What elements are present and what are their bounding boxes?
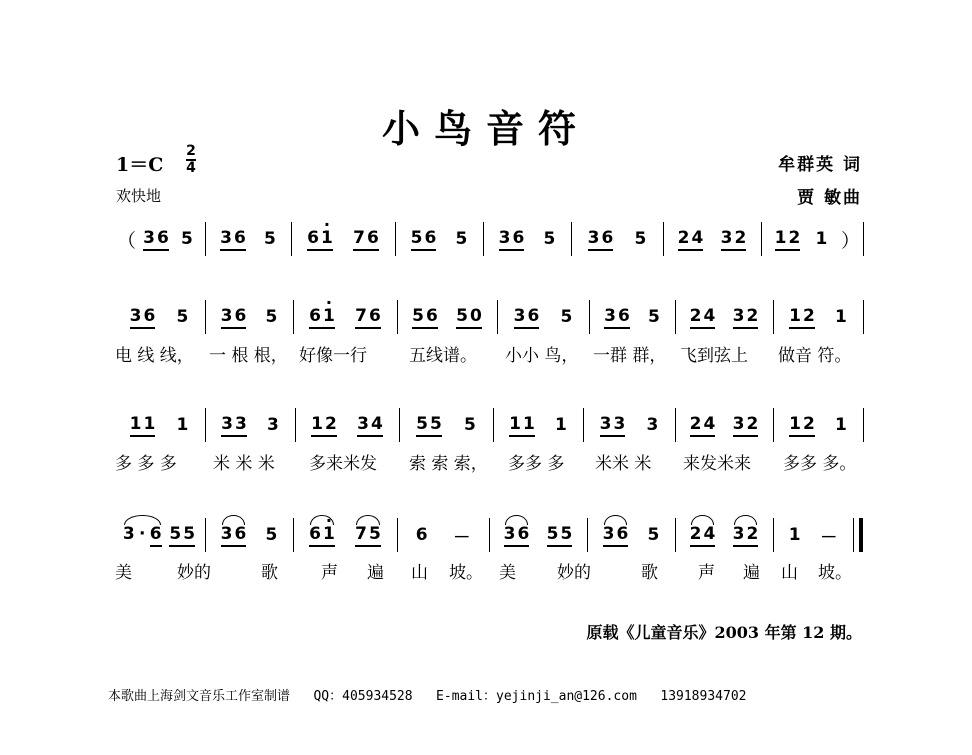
lyric: 多 多 多 xyxy=(115,454,177,474)
intro-bar-5: 3 6 5 xyxy=(498,227,556,249)
lyric: 坡。 xyxy=(449,563,483,583)
intro-bar-4: 5 6 5 xyxy=(410,227,468,249)
line3-bar-7: 2 4 3 2 xyxy=(675,518,773,552)
staff-line-2 xyxy=(113,408,868,442)
lyric: 美 xyxy=(499,563,516,583)
lyric: 飞到弦上 xyxy=(680,346,748,366)
composer-credit: 贾 敏曲 xyxy=(797,188,862,208)
lyric: 歌 xyxy=(641,563,658,583)
lyric: 小小 鸟， xyxy=(505,346,579,366)
line1-bar-1: 3 6 5 xyxy=(129,305,189,327)
line2-bar-8: 1 2 1 xyxy=(789,413,847,435)
intro-bar-8: 1 2 1 xyxy=(774,227,828,249)
lyric: 歌 xyxy=(261,563,278,583)
lyric: 坡。 xyxy=(818,563,852,583)
line3-bar-8: 1 － xyxy=(788,525,838,548)
lyric: 五线谱。 xyxy=(409,346,477,366)
lyric: 一 根 根， xyxy=(209,346,288,366)
line3-bar-1: 3 · 6 5 5 xyxy=(113,518,205,552)
line2-bar-6: 3 3 3 xyxy=(599,413,659,435)
lyric: 多多 多 xyxy=(508,454,565,474)
line1-bar-8: 1 2 1 xyxy=(789,305,847,327)
lyric: 一群 群， xyxy=(593,346,667,366)
song-title: 小鸟音符 xyxy=(381,106,590,151)
line2-bar-2: 3 3 3 xyxy=(221,413,279,435)
staff-line-1 xyxy=(113,300,868,334)
intro-close-paren: ） xyxy=(841,230,861,252)
line1-bar-2: 3 6 5 xyxy=(220,305,278,327)
key-signature: 1＝C xyxy=(116,154,164,176)
lyric: 米 米 米 xyxy=(213,454,275,474)
footer-credits: 本歌曲上海剑文音乐工作室制谱 QQ：405934528 E-mail：yejinji_an@126.com 13918934702 xyxy=(108,689,747,704)
time-signature-bottom: 4 xyxy=(186,160,196,176)
lyric: 多来米发 xyxy=(309,454,377,474)
line1-bar-7: 2 4 3 2 xyxy=(675,300,773,334)
lyric: 声 xyxy=(698,563,715,583)
line2-bar-4: 5 5 5 xyxy=(416,413,476,435)
line1-bar-3: 6 · 1 7 6 xyxy=(293,300,397,334)
time-signature-top: 2 xyxy=(186,143,196,159)
intro-bar-3: 6 · 1 7 6 xyxy=(291,222,395,256)
lyric: 声 xyxy=(321,563,338,583)
lyric: 电 线 线， xyxy=(115,346,194,366)
lyric: 来发米来 xyxy=(683,454,751,474)
line3-bar-5: 3 6 5 5 xyxy=(489,518,587,552)
line3-bar-2: 3 6 5 xyxy=(220,523,278,545)
lyricist-credit: 牟群英 词 xyxy=(778,155,862,175)
intro-bar-2: 3 6 5 xyxy=(220,227,276,249)
lyric: 山 xyxy=(411,563,428,583)
lyric: 多多 多。 xyxy=(783,454,857,474)
time-signature xyxy=(184,144,198,176)
lyric: 索 索 索， xyxy=(409,454,488,474)
line2-bar-7: 2 4 3 2 xyxy=(675,408,773,442)
line2-bar-3: 1 2 3 4 xyxy=(295,408,399,442)
lyrics-line-1 xyxy=(113,341,868,365)
line2-bar-1: 1 1 1 xyxy=(129,413,189,435)
lyric: 遍 xyxy=(367,563,384,583)
lyrics-line-3 xyxy=(113,558,868,582)
staff-line-3 xyxy=(113,518,868,552)
line3-bar-3: 6 · 1 7 5 xyxy=(293,518,397,552)
intro-bar-6: 3 6 5 xyxy=(587,227,647,249)
lyrics-line-2 xyxy=(113,449,868,473)
line1-bar-4: 5 6 5 0 xyxy=(397,300,497,334)
lyric: 做音 符。 xyxy=(778,346,852,366)
intro-bar-1: 3 6 5 xyxy=(143,227,193,249)
line2-bar-5: 1 1 1 xyxy=(509,413,567,435)
line3-bar-6: 3 6 5 xyxy=(602,523,660,545)
intro-open-paren: （ xyxy=(117,230,137,252)
lyric: 美 xyxy=(115,563,132,583)
lyric: 好像一行 xyxy=(299,346,367,366)
lyric: 山 xyxy=(781,563,798,583)
lyric: 妙的 xyxy=(177,563,211,583)
line1-bar-5: 3 6 5 xyxy=(513,305,573,327)
line1-bar-6: 3 6 5 xyxy=(604,305,660,327)
intro-staff xyxy=(113,222,868,256)
intro-bar-7: 2 4 3 2 xyxy=(663,222,761,256)
tempo-marking: 欢快地 xyxy=(116,187,162,205)
source-citation: 原载《儿童音乐》2003 年第 12 期。 xyxy=(586,623,862,642)
line3-bar-4: 6 － xyxy=(415,525,471,548)
lyric: 妙的 xyxy=(557,563,591,583)
lyric: 遍 xyxy=(743,563,760,583)
lyric: 米米 米 xyxy=(595,454,652,474)
